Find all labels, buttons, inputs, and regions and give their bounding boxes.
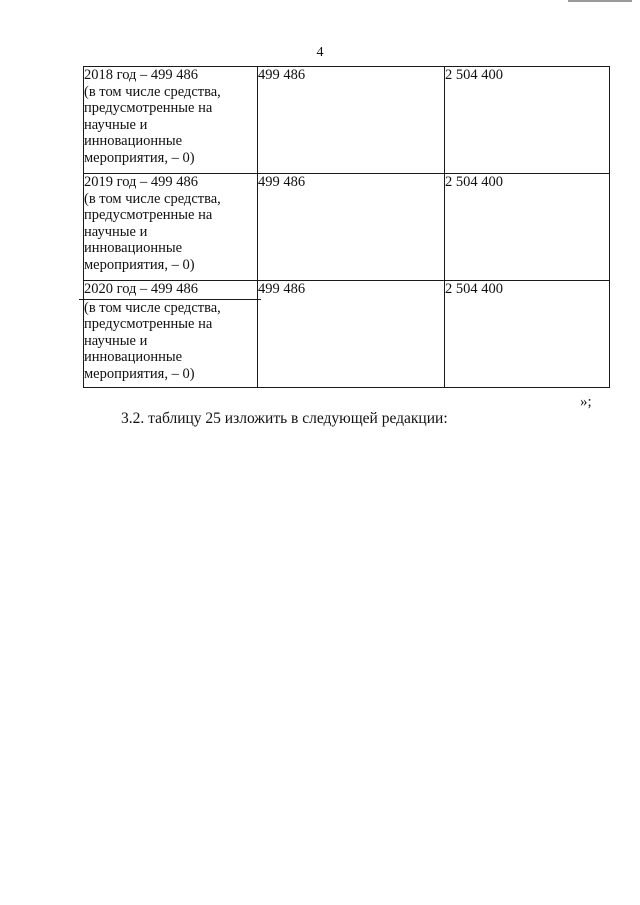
note-line: мероприятия, – 0)	[84, 256, 195, 273]
scan-edge-mark	[568, 0, 632, 2]
note-line: (в том числе средства,	[84, 299, 221, 316]
year-label: 2019 год – 499 486	[84, 174, 199, 190]
year-cell	[84, 281, 258, 388]
amount-cell: 499 486	[258, 281, 445, 388]
note-line: инновационные	[84, 133, 183, 150]
total-cell: 2 504 400	[445, 174, 610, 281]
table-row-2019	[84, 174, 610, 281]
note-line: инновационные	[84, 349, 183, 366]
budget-table	[83, 66, 610, 388]
note-line: мероприятия, – 0)	[84, 149, 195, 166]
table-row-2020	[84, 281, 610, 388]
closing-quote: »;	[580, 394, 592, 410]
year-label: 2020 год – 499 486	[79, 281, 261, 300]
note-line: мероприятия, – 0)	[84, 365, 195, 382]
note-line: инновационные	[84, 240, 183, 257]
year-label: 2018 год – 499 486	[84, 67, 199, 83]
total-cell: 2 504 400	[445, 67, 610, 174]
note-line: (в том числе средства,	[84, 190, 221, 207]
note-line: научные и	[84, 332, 148, 349]
note-line: (в том числе средства,	[84, 83, 221, 100]
year-note	[84, 84, 257, 167]
note-line: предусмотренные на	[84, 207, 213, 224]
instruction-paragraph: 3.2. таблицу 25 изложить в следующей редакции:	[121, 410, 448, 427]
total-cell: 2 504 400	[445, 281, 610, 388]
note-line: предусмотренные на	[84, 100, 213, 117]
year-note	[84, 300, 257, 383]
table-row-2018	[84, 67, 610, 174]
note-line: научные и	[84, 223, 148, 240]
page-number: 4	[316, 45, 324, 60]
note-line: предусмотренные на	[84, 316, 213, 333]
year-cell	[84, 174, 258, 281]
year-cell	[84, 67, 258, 174]
note-line: научные и	[84, 116, 148, 133]
amount-cell: 499 486	[258, 67, 445, 174]
year-note	[84, 191, 257, 274]
amount-cell: 499 486	[258, 174, 445, 281]
